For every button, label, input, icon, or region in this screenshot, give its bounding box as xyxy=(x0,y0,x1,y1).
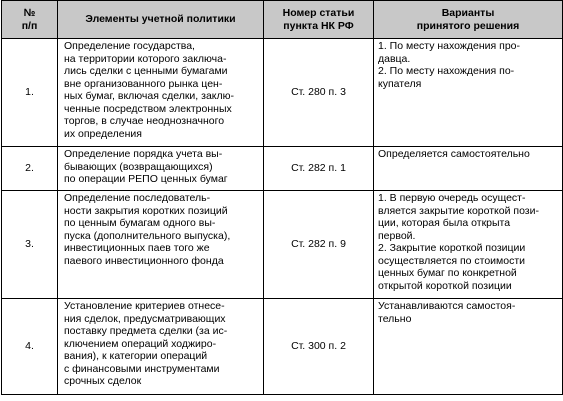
text-line: Устанавливаются самостоя- xyxy=(378,300,516,312)
text-line: паевого инвестиционного фонда xyxy=(64,254,224,267)
text-line: ции, которая была открыта xyxy=(378,217,511,229)
text-line: Определение государства, xyxy=(64,40,195,52)
header-number-line: п/п xyxy=(21,19,38,32)
text-line: с финансовыми инструментами xyxy=(64,362,220,375)
text-line: 1. По месту нахождения про- xyxy=(378,40,520,52)
table-row xyxy=(2,39,563,147)
text-line: ченные посредством электронных xyxy=(64,102,232,115)
text-line: открытой короткой позиции xyxy=(378,279,512,292)
header-number-line: № xyxy=(23,7,36,19)
text-line: вания), к категории операций xyxy=(64,350,208,362)
policy-element xyxy=(58,191,264,299)
text-line: 2. По месту нахождения по- xyxy=(378,65,515,77)
policy-element xyxy=(58,39,264,147)
text-line: Определение последователь- xyxy=(64,192,211,204)
tax-code-article: Ст. 282 п. 9 xyxy=(264,191,374,299)
text-line: ключением операций ходжиро- xyxy=(64,337,217,350)
tax-code-article: Ст. 300 п. 2 xyxy=(264,299,374,395)
row-number: 2. xyxy=(2,147,58,191)
header-elements xyxy=(58,1,264,39)
text-line: Определяется самостоятельно xyxy=(378,148,530,160)
tax-code-article: Ст. 280 п. 3 xyxy=(264,39,374,147)
text-line: по ценным бумагам одного вы- xyxy=(64,217,216,229)
text-line: вне организованного рынка цен- xyxy=(64,77,223,90)
text-line: 2. Закрытие короткой позиции xyxy=(378,242,526,254)
text-line: купателя xyxy=(378,77,422,90)
header-article-line: пункта НК РФ xyxy=(283,19,354,32)
table-row xyxy=(2,147,563,191)
header-variants-line: Варианты xyxy=(441,7,495,19)
accounting-policy-table xyxy=(1,0,563,395)
header-variants xyxy=(374,1,563,39)
text-line: вляется закрытие короткой пози- xyxy=(378,204,539,217)
policy-element xyxy=(58,147,264,191)
row-number: 1. xyxy=(2,39,58,147)
text-line: осуществляется по стоимости xyxy=(378,254,526,267)
decision-variants xyxy=(374,39,563,147)
text-line: срочных сделок xyxy=(64,375,142,387)
text-line: ценных бумаг по конкретной xyxy=(378,267,517,279)
text-line: давца. xyxy=(378,52,411,65)
text-line: их определения xyxy=(64,127,142,140)
text-line: Установление критериев отнесе- xyxy=(64,300,225,312)
decision-variants xyxy=(374,299,563,395)
text-line: ных бумаг, включая сделки, заклю- xyxy=(64,90,234,102)
header-variants-line: принятого решения xyxy=(416,19,520,32)
text-line: ния сделок, предусматривающих xyxy=(64,312,226,325)
row-number: 3. xyxy=(2,191,58,299)
text-line: ности закрытия коротких позиций xyxy=(64,204,228,217)
header-elements-line: Элементы учетной политики xyxy=(85,13,236,26)
text-line: торгов, в случае неоднозначного xyxy=(64,115,225,127)
header-article xyxy=(264,1,374,39)
text-line: поставку предмета сделки (за ис- xyxy=(64,325,228,337)
text-line: первой. xyxy=(378,229,416,242)
tax-code-article: Ст. 282 п. 1 xyxy=(264,147,374,191)
header-article-line: Номер статьи xyxy=(282,7,355,19)
policy-element xyxy=(58,299,264,395)
text-line: инвестиционных паев того же xyxy=(64,242,210,254)
text-line: на территории которого заключа- xyxy=(64,52,227,65)
row-number: 4. xyxy=(2,299,58,395)
text-line: Определение порядка учета вы- xyxy=(64,148,223,160)
decision-variants xyxy=(374,191,563,299)
table-row xyxy=(2,299,563,395)
text-line: тельно xyxy=(378,312,412,325)
header-number xyxy=(2,1,58,39)
text-line: 1. В первую очередь осущест- xyxy=(378,192,526,204)
table-row xyxy=(2,191,563,299)
text-line: по операции РЕПО ценных бумаг xyxy=(64,173,228,185)
table-header-row xyxy=(2,1,563,39)
text-line: лись сделки с ценными бумагами xyxy=(64,65,228,77)
decision-variants xyxy=(374,147,563,191)
text-line: бывающих (возвращающихся) xyxy=(64,160,213,173)
text-line: пуска (дополнительного выпуска), xyxy=(64,229,231,242)
